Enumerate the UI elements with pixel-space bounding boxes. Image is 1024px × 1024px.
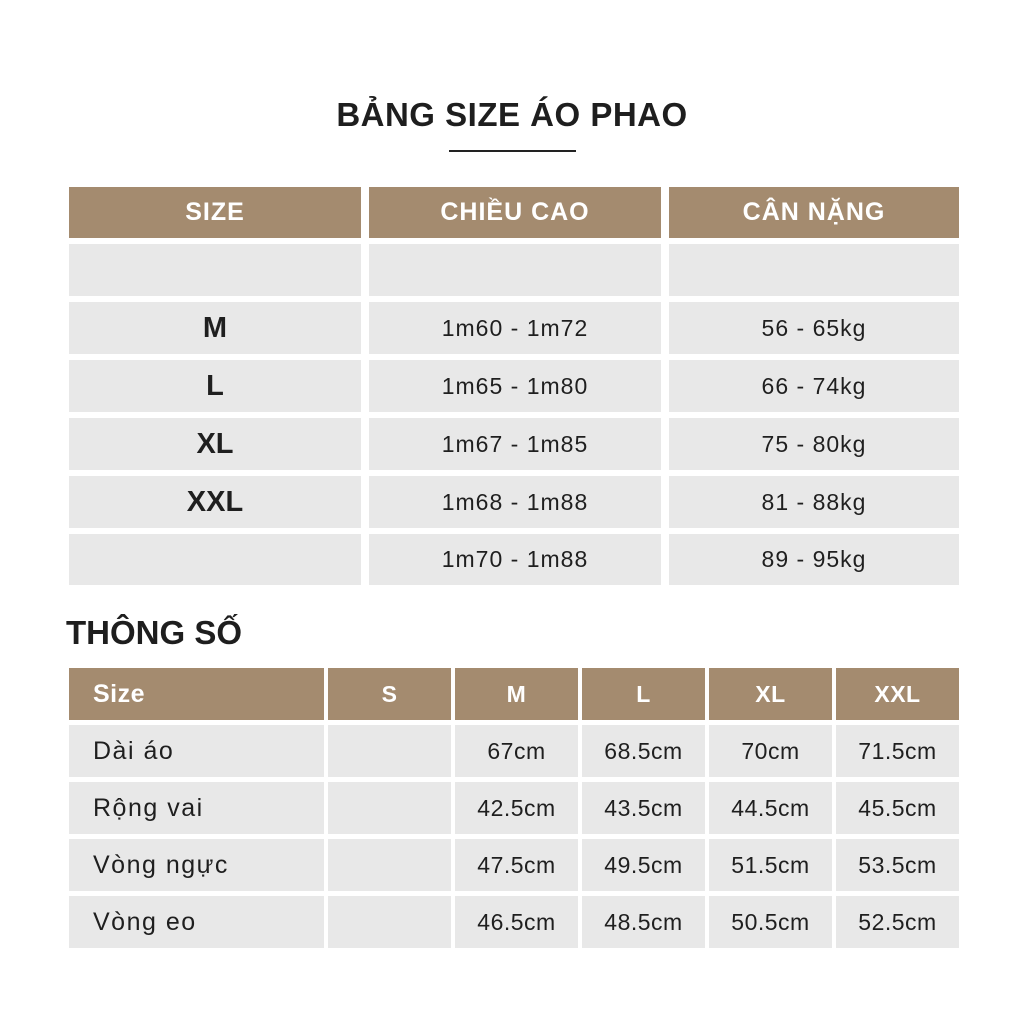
weight-cell: 75 - 80kg (669, 418, 959, 470)
spec-cell: 43.5cm (582, 782, 705, 834)
spec-header-xxl: XXL (836, 668, 959, 720)
weight-cell: 81 - 88kg (669, 476, 959, 528)
height-cell: 1m67 - 1m85 (369, 418, 661, 470)
spec-cell: 46.5cm (455, 896, 578, 948)
size-cell: XXL (69, 476, 361, 528)
spec-cell: 68.5cm (582, 725, 705, 777)
header-size: SIZE (69, 187, 361, 238)
spec-cell (328, 782, 451, 834)
spec-header-xl: XL (709, 668, 832, 720)
spec-cell: 44.5cm (709, 782, 832, 834)
height-cell: 1m70 - 1m88 (369, 534, 661, 585)
spec-cell: 42.5cm (455, 782, 578, 834)
weight-cell: 56 - 65kg (669, 302, 959, 354)
size-cell: M (69, 302, 361, 354)
spec-cell: 71.5cm (836, 725, 959, 777)
size-cell (69, 534, 361, 585)
spec-cell: 45.5cm (836, 782, 959, 834)
spec-header-size: Size (69, 668, 324, 720)
spec-cell: 70cm (709, 725, 832, 777)
spec-title: THÔNG SỐ (66, 614, 243, 651)
spec-cell: 49.5cm (582, 839, 705, 891)
size-cell (69, 244, 361, 296)
size-cell: XL (69, 418, 361, 470)
weight-cell (669, 244, 959, 296)
spec-cell: 47.5cm (455, 839, 578, 891)
spec-cell: 51.5cm (709, 839, 832, 891)
height-cell: 1m60 - 1m72 (369, 302, 661, 354)
spec-cell: 53.5cm (836, 839, 959, 891)
spec-row-label: Vòng ngực (69, 839, 324, 891)
spec-cell: 50.5cm (709, 896, 832, 948)
spec-row-label: Rộng vai (69, 782, 324, 834)
title-underline (449, 150, 576, 152)
spec-cell (328, 896, 451, 948)
spec-cell (328, 725, 451, 777)
weight-cell: 66 - 74kg (669, 360, 959, 412)
height-cell: 1m65 - 1m80 (369, 360, 661, 412)
spec-cell: 48.5cm (582, 896, 705, 948)
header-height: CHIỀU CAO (369, 187, 661, 238)
spec-header-s: S (328, 668, 451, 720)
spec-row-label: Vòng eo (69, 896, 324, 948)
spec-header-m: M (455, 668, 578, 720)
height-cell (369, 244, 661, 296)
spec-header-l: L (582, 668, 705, 720)
size-table (69, 187, 959, 585)
height-cell: 1m68 - 1m88 (369, 476, 661, 528)
spec-row-label: Dài áo (69, 725, 324, 777)
header-weight: CÂN NẶNG (669, 187, 959, 238)
spec-cell: 67cm (455, 725, 578, 777)
size-cell: L (69, 360, 361, 412)
page-title: BẢNG SIZE ÁO PHAO (336, 96, 688, 133)
weight-cell: 89 - 95kg (669, 534, 959, 585)
spec-table (69, 668, 959, 948)
spec-cell (328, 839, 451, 891)
spec-cell: 52.5cm (836, 896, 959, 948)
